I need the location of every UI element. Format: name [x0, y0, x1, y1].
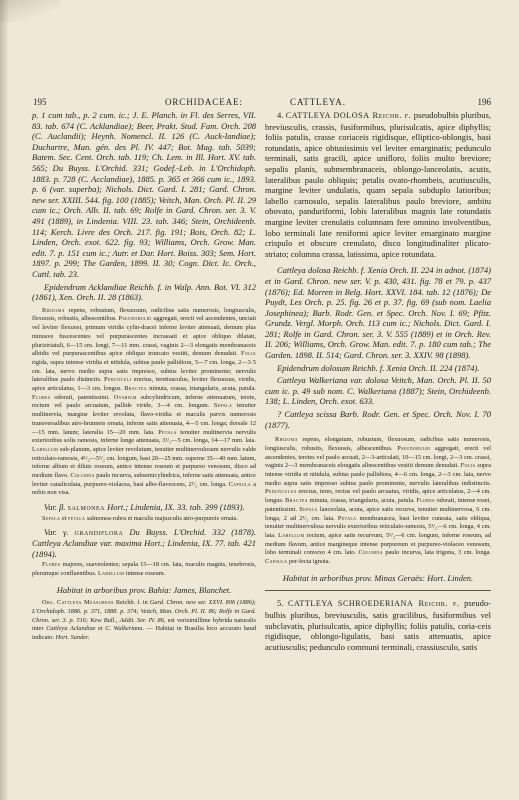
species-4-description-text: Pedunculus [265, 488, 297, 496]
variety-gamma-description-text: majores, suaveolentes; sepala 15—18 cm. lata, maculis magnis, tenebrosis, plerumque confluentibus. [32, 561, 256, 577]
species-4-synonym [265, 409, 491, 430]
variety-beta-heading-text: Var. β. [44, 502, 68, 513]
description-paragraph-text: sub-planum, apice leviter revolutum, tenuiter multinervulosum nervulis valde reticulato-ramosis, 4¹/₂—5¹/₂ cm. longum, basi 20—25 mm. superne 35—40 mm. latum, inferne album et dilute roseum, antice intense roseum et purpureo venosum, disco ad medium flavo. [32, 445, 256, 480]
description-paragraph-text: odorati, patentissimi. [50, 393, 114, 401]
species-4-description-text: minuta, crassa, triangularis, acuta, patula. [307, 497, 417, 505]
species-4-synonym [265, 375, 491, 407]
variety-gamma-heading-text: grandiflora [74, 527, 124, 538]
description-paragraph-text: Pedunculi [103, 376, 132, 384]
habitat-line [32, 585, 256, 596]
variety-gamma-heading [32, 527, 256, 559]
species-4-description-text: lanceolata, acuta, apice satis recurva, tenuiter multinervosa, 6 cm. longa, 2 ad 2¹/₂ cm. lata. [265, 505, 491, 522]
description-paragraph-text: Flores [32, 393, 51, 401]
species-4-synonym-text: ? Cattleya scissa Barb. Rodr. Gen. et Spec. Orch. Nov. I. 70 (1877). [265, 409, 491, 430]
description-paragraph [32, 307, 256, 498]
species-4-description-text: odorati, intense rosei, patentissimi. [265, 497, 491, 513]
variety-beta-description-text: et [60, 514, 68, 522]
synonym-paragraph [32, 282, 256, 303]
species-4-description-text: Labellum [278, 531, 305, 539]
species-4-synonym-text: Cattleya Walkeriana var. dolosa Veitch, Man. Orch. Pl. II. 50 cum ic. p. 49 sub nom. C. Walkeriana (1887); Stein, Orchideenb. 138; L. Linden, Orch. exot. 633. [265, 375, 491, 407]
description-paragraph-text: a nobis non visa. [32, 480, 256, 497]
description-paragraph-text: tenuiter multinervia nervulis exterioribus solis ramosis, inferne longe attenuata, 3¹/₂—5 cm. longa, 14—17 mm. lata. [32, 428, 256, 445]
species-4-habitat [265, 573, 491, 584]
variety-gamma-heading-text: Du Buyss. L'Orchid. 332 (1878). Cattleya Aclandiae var. maxima Hort.; Lindenia, IX. 77. tab. 421 (1894). [32, 527, 256, 559]
species-4-diagnosis [265, 110, 491, 259]
species-4-diagnosis-text: pseudobulbis pluribus, breviusculis, crassis, fusiformibus, plurisulcatis, apice diphyllis; foliis patulis, crasse coriaceis rigidisque, elliptico-oblongis, basi rotundatis, apice obtusissimis vel leviter emarginatis; pedunculo terminali, satis gracili, apice unifloro, foliis multo breviore; sepalis planis, submembranaceis, oblongo-lanceolatis, acutis, lateralibus paulo obliquis; petalis ovato-rhombeis, acutiusculis, margine leviter undulatis, quam sepala subduplo latioribus; labello carnosulo, sepalis lateralibus paulo breviore, ambitu obovato, panduriformi, lobis lateralibus magnis late rotundatis margine leviter crenulatis columnam fere omnino involventibus, lobo terminali late reniformi apice leviter emarginato margine crispulo et obscure crenulato, disco longitudinaliter plicato-striato; columna crassa, latissima, apice rotundata. [265, 110, 491, 259]
species-4-diagnosis-text: CATTLEYA DOLOSA [285, 111, 370, 120]
description-paragraph-text: erectus, teretiusculus, leviter flexuosus, viridis, apice articulatus, 1—3 cm. longus. [32, 376, 256, 393]
species-4-description-text: repens, elongatum, robustum, flexuosum, radicibus satis numerosis, longiusculis, robustis, flexuosis, albescentibus. [265, 436, 491, 452]
variety-beta-description [32, 515, 256, 524]
description-paragraph-text: Labellum [32, 445, 59, 453]
page-number-left: 195 [33, 97, 47, 107]
observation-paragraph-text: Reichb. f. in [113, 599, 150, 607]
observation-paragraph-text: — Habitat in Brasilia loco accurato haud indicato: [32, 625, 256, 642]
description-paragraph-text: subcylindricum, inferne attenuatum, terete, rectum vel paulo arcuatum, pallide viride, 3—4 cm. longum. [32, 393, 256, 410]
species-4-description-text: Sepala [299, 505, 318, 513]
species-4-description-text: Pseudobulbi [397, 444, 431, 452]
species-4-description-text: erectus, teres, rectus vel paulo arcuatus, viridis, apice articulatus, 2—4 cm. longus. [265, 488, 491, 505]
description-paragraph-text: tenuiter multinervia, margine leviter revoluta, flavo-viridia et maculis parvis numerosis transversalibus atro-brunneis ornata, inferne satis attenuata, 4—5 cm. longa; dorsale 12—15 mm. latum; lateralia 15—20 mm. lata. [32, 402, 256, 436]
species-4-description-text: Petala [337, 514, 357, 522]
description-paragraph-text: Bractea [124, 385, 148, 393]
species-4-description-text: Columna [358, 549, 383, 557]
variety-beta-description-text: Sepala [42, 514, 61, 522]
species-4-description-text: per-fecta ignota. [287, 558, 331, 566]
observation-paragraph-text: C. Walkeriana. [105, 625, 145, 633]
observation-paragraph-text: Gard. Chron. new ser. XXVI. 806 (1886); L'Orchidoph. 1886. p. 371, 1888. p. 374; Veitch, Man. Orch. Pl. II. 86; Rolfe in Gard. Chron. ser. 3. p. 516; Kew Bull., Addit. Ser. IV. 86, [32, 599, 256, 624]
variety-gamma-description-text: Labellum [97, 569, 125, 577]
description-paragraph-text: paulo incurva, subsemicylindrica, inferne satis attenuata, antice leviter canaliculata, purpureo-violacea, basi albo-flavescens, 2¹/₂ cm. longa. [32, 472, 256, 488]
citations-paragraph-text: p. 1 cum tab., p. 2 cum. ic.; J. E. Planch. in Fl. des Serres, VII. 83. tab. 674 (C. Acklandiae); Beer, Prakt. Stud. Fam. Orch. 208 (C. Auclandii); Heynh. Nomencl. II. 126 (C. Auck-landiae); Duchartre, Man. gén. des Pl. IV. 447; Bot. Mag. tab. 5039; Batem. Sec. Cent. Orch. tab. 119; Ch. Lem. in Ill. Hort. XV. tab. 565; Du Buyss. L'Orchid. 331; Godef.-Leb. in L'Orchidoph. 1883. p. 728 (C. Acclandiae), 1885. p. 365 et 366 cum ic., 1893. p. 6 (var. superba); Nichols. Dict. Gard. I. 281; Gard. Chron. new ser. XXIII. 544. fig. 100 (1885); Veitch, Man. Orch. Pl. II. 29 cum ic.; Orch. Alb. II. tab. 69; Rolfe in Gard. Chron. ser. 3. V. 491 (1889), in Lindenia. VIII. 23. tab. 346; Stein, Orchideenb. 114; Kerch. Livre des Orch. 217. fig. 191; Bois, Orch. 82; L. Linden, Orch. exot. 622. fig. 93; Williams, Orch. Grow. Man. edit. 7. p. 151 cum ic.; Autr. et Dar. Hort. Boiss. 303; Sem. Hort. 1897. p. 299; The Garden, 1899. II. 30; Cogn. Dict. Ic. Orch., Cattl. tab. 23. [32, 110, 256, 279]
right-column [265, 110, 491, 652]
species-4-description [265, 436, 491, 567]
species-4-description-text: supra intense viridia et nitidula, subtus paulo pallidiora, 4—6 cm. longa, 2—3 cm. lata, nervo medio supra satis impresso subtus paulo prominente, nervulis lateralibus indistinctis. [265, 462, 492, 487]
variety-gamma-heading-text: Var. γ. [44, 527, 75, 538]
observation-paragraph-text: est verisimillime hybrida naturalis inter [32, 616, 256, 633]
variety-gamma-description-text: Flores [42, 561, 61, 569]
synonym-paragraph-text: Epidendrum Acklandiae Reichb. f. in Walp. Ann. Bot. VI. 312 (1861), Xen. Orch. II. 28 (1863). [32, 281, 256, 303]
left-column [32, 110, 256, 643]
species-4-habitat-text: Habitat in arboribus prov. Minas Geraës: Hort. Linden. [282, 572, 474, 583]
section-divider [265, 590, 491, 591]
species-4-diagnosis-text: 4. [277, 110, 286, 120]
species-4-description-text: rectum, apice satis recurvum, 5¹/₂—6 cm. longum, inferne roseum, ad medium flavum, antice margineque intense purpureum et purpureo-violaceo venosum, lobo terminali convexo 4 cm. lato. [265, 531, 491, 557]
species-5-diagnosis [265, 598, 491, 652]
species-5-diagnosis-text: CATTLEYA SCHROEDERIANA [288, 599, 414, 609]
description-paragraph-text: Capsula [228, 480, 252, 488]
species-4-description-text: Flores [416, 497, 435, 505]
description-paragraph-text: rigida, supra intense viridia et nitidula, subtus paulo pallidiora, 5—7 cm. longa, 2—3·5 cm. lata, nervo medio supra satis impresso, subtus leviter prominente; nervulis lateralibus paulo distinctis. [32, 358, 256, 384]
observation-paragraph-text: Hort. Sander. [55, 634, 90, 642]
description-paragraph-text: Petala [158, 428, 177, 436]
variety-beta-description-text: salmonea-rubra et maculis majusculis atro-purpureis ornata. [85, 514, 238, 522]
species-5-diagnosis-text: pseudo-bulbis pluribus, breviusculis, satis gracilibus, fusiformibus vel subclavatis, plurisulcatis, apice diphyllis; foliis patulis, coria-ceis rigidisque, oblongo-ligulatis, basi satis attenuatis, apice acutiusculis; pedunculo communi terminali, crassiusculo, satis [265, 598, 491, 652]
species-4-description-text: Bractea [285, 497, 308, 505]
species-4-description-text: aggregati, erecti vel ascendentes, teretes vel paulo arcuati, 2—3-articulati, 10—15 cm. longi, 2—3 cm. crassi, vaginis 2—3 membranaceis elongatis albescentibus vestiti demum denudati. [265, 444, 491, 470]
variety-beta-description-text: petala [68, 514, 86, 522]
species-4-citations [265, 265, 491, 360]
description-paragraph-text: Ovarium [113, 393, 137, 401]
variety-gamma-description [32, 561, 256, 578]
description-paragraph-text: Columna [70, 472, 95, 480]
species-4-diagnosis-text: Reichb. f. [369, 110, 412, 120]
page-number-right: 196 [477, 97, 491, 107]
species-4-description-text: paulo incurva, lata trigona, 3 cm. longa. [382, 549, 491, 557]
description-paragraph-text: Sepala [213, 402, 233, 410]
description-paragraph-text: repens, robustum, flexuosum, radicibus satis numerosis, longiusculis, flexuosis, robustis, albescentibus. [32, 306, 256, 323]
species-4-synonym-text: Epidendrum dolosum Reichb. f. Xenia Orch. II. 224 (1874). [277, 362, 480, 373]
running-head-genus: CATTLEYA. [290, 97, 346, 107]
variety-beta-heading [32, 502, 256, 513]
species-4-synonym [265, 363, 491, 374]
species-4-description-text: Folia [460, 462, 476, 470]
observation-paragraph-text: Cattleya Aclandiae [46, 625, 96, 633]
observation-paragraph-text: Obs. Cattleya Measuresii [42, 599, 114, 607]
species-4-citations-text: Cattleya dolosa Reichb. f. Xenia Orch. II. 224 in adnot. (1874) et in Gard. Chron. new ser. V. p. 430, 431. fig. 78 et 79. p. 437 (1876); Ed. Morren in Belg. Hort. XXVI. 184. tab. 12 (1876); De Puydt, Les Orch. p. 25. fig. 26 et p. 37. fig. 69 (sub nom. Laelia Josephinea); Barb. Rodr. Gen. et Spec. Orch. Nov. I. 69; Pfitz. Grundz. Vergl. Morph. Orch. 113 cum ic.; Nichols. Dict. Gard. I. 281; Rolfe in Gard. Chron. ser. 3. V. 555 (1889) et in Orch. Rev. II. 206; Williams, Orch. Grow. Man. edit. 7. p. 180 cum tab.; The Garden. 1898. II. 514; Gard. Chron. ser. 3. XXIV. 98 (1898). [265, 265, 491, 361]
running-head-family: ORCHIDACEAE: [165, 97, 243, 107]
observation-paragraph-text: et [95, 625, 106, 633]
description-paragraph-text: minuta, crassa, triangularis, acuta, patula. [147, 385, 256, 393]
habitat-line-text: Habitat in arboribus prov. Bahia: James, Blanchet. [56, 584, 232, 595]
variety-beta-heading-text: salmonea [67, 502, 106, 513]
page-corner-shadow [0, 0, 60, 22]
variety-gamma-description-text: intense roseum. [124, 569, 166, 577]
species-4-description-text: Capsula [265, 558, 288, 566]
description-paragraph-text: aggregati, erecti vel ascendentes, unciati vel leviter flexuosi, primum viridis cylin-dracei inferne leviter attenuati, demum plus minusve fuscescentes vel purpurascentes incrassati et apice obliquo dilatati, pluristriatuli, 6—15 cm. longi, 7—11 mm. crassi, vaginis 2—3 elongatis membranaceis albidis vel purpurascentibus apice obliquo truncato vestiti, demum denudati. [32, 315, 256, 358]
citations-paragraph [32, 110, 256, 280]
observation-paragraph [32, 599, 256, 643]
page-edge-shadow [0, 0, 9, 800]
description-paragraph-text: Rhizoma [42, 306, 65, 314]
species-5-diagnosis-text: 5. [277, 598, 288, 609]
description-paragraph-text: Pseudobulbi [118, 315, 152, 323]
species-4-description-text: membranacea, basi leviter cuneata, satis obliqua, tenuiter multinervulosa nervulis exterioribus reticulato-ramosis, 5¹/₂—6 cm. longa, 4 cm. lata. [265, 514, 491, 539]
description-paragraph-text: Folia [241, 350, 256, 358]
variety-beta-heading-text: Hort.; Lindenia, IX. 33. tab. 399 (1893). [105, 502, 245, 513]
species-5-diagnosis-text: Reichb. f. [413, 598, 460, 609]
species-4-description-text: Rhizoma [275, 436, 298, 444]
